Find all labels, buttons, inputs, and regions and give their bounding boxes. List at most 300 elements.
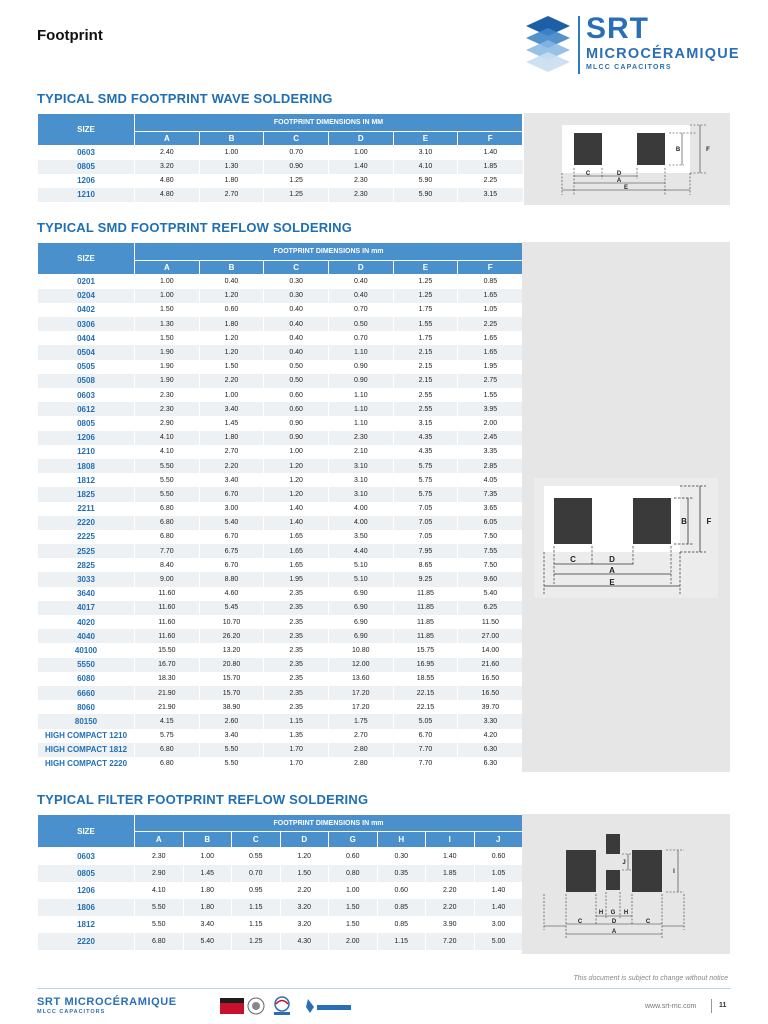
table-row	[38, 402, 523, 416]
dimension-cell: 0.85	[458, 275, 523, 289]
row-size-cell: 3033	[38, 572, 135, 586]
dimension-cell: 0.60	[264, 388, 329, 402]
row-size-cell: 2211	[38, 502, 135, 516]
dimension-cell: 3.40	[199, 729, 264, 743]
row-size-cell: 0504	[38, 345, 135, 359]
dimension-cell: 21.90	[135, 700, 200, 714]
table-row	[38, 882, 523, 899]
dimension-cell: 2.35	[264, 587, 329, 601]
page-title: Footprint	[37, 27, 103, 44]
wave-label-e: E	[623, 185, 629, 191]
dimension-cell: 13.20	[199, 643, 264, 657]
column-header-h: H	[377, 832, 426, 848]
dimension-cell: 6.70	[199, 530, 264, 544]
dimension-cell: 2.15	[393, 345, 458, 359]
footer-brand-tagline: MLCC CAPACITORS	[37, 1009, 106, 1015]
dimension-cell: 5.75	[393, 459, 458, 473]
column-header-a: A	[135, 261, 200, 275]
dimension-cell: 1.75	[393, 331, 458, 345]
dimension-cell: 1.65	[458, 289, 523, 303]
certification-badges	[220, 995, 360, 1017]
table-row	[38, 388, 523, 402]
dimension-cell: 2.45	[458, 431, 523, 445]
dimension-cell: 1.90	[135, 345, 200, 359]
dimension-cell: 0.70	[264, 146, 329, 160]
table-row	[38, 473, 523, 487]
table-row	[38, 530, 523, 544]
brand-sub: MICROCÉRAMIQUE	[586, 46, 740, 62]
reflow-label-f: F	[706, 517, 712, 526]
dimension-cell: 2.30	[135, 388, 200, 402]
dimension-cell: 1.90	[135, 360, 200, 374]
table-row	[38, 160, 523, 174]
dimension-cell: 1.25	[264, 188, 329, 202]
dimension-cell: 7.70	[393, 743, 458, 757]
dimension-cell: 1.00	[199, 146, 264, 160]
dimension-cell: 6.80	[135, 743, 200, 757]
dimension-cell: 7.70	[135, 544, 200, 558]
dimension-cell: 4.00	[328, 516, 393, 530]
dimension-cell: 1.20	[280, 848, 329, 865]
dimension-cell: 5.90	[393, 174, 458, 188]
dimension-cell: 1.90	[135, 374, 200, 388]
dimension-cell: 1.00	[264, 445, 329, 459]
table-row	[38, 303, 523, 317]
dimension-cell: 0.85	[377, 899, 426, 916]
row-size-cell: 1825	[38, 487, 135, 501]
dimension-cell: 18.55	[393, 672, 458, 686]
dimension-cell: 4.80	[135, 188, 200, 202]
footer-divider	[37, 988, 731, 989]
table-row	[38, 757, 523, 771]
dimension-cell: 2.30	[328, 188, 393, 202]
filter-footprint-table	[37, 814, 523, 950]
dimension-cell: 1.40	[474, 899, 523, 916]
dimension-cell: 2.30	[328, 174, 393, 188]
dimension-cell: 1.65	[264, 530, 329, 544]
dimension-cell: 6.90	[328, 629, 393, 643]
size-column-header: SIZE	[38, 114, 135, 146]
filter-label-c-left: C	[577, 919, 583, 925]
footer-separator	[711, 999, 712, 1013]
dimension-cell: 11.60	[135, 629, 200, 643]
row-size-cell: 2220	[38, 516, 135, 530]
row-size-cell: 0603	[38, 388, 135, 402]
dimension-cell: 4.35	[393, 431, 458, 445]
dimension-cell: 7.95	[393, 544, 458, 558]
dimension-cell: 2.20	[280, 882, 329, 899]
dimension-cell: 1.10	[328, 402, 393, 416]
filter-footprint-diagram	[522, 814, 730, 954]
dimension-cell: 15.70	[199, 672, 264, 686]
reflow-footprint-diagram	[534, 478, 718, 598]
dimension-cell: 1.70	[264, 743, 329, 757]
column-header-i: I	[426, 832, 475, 848]
table-row	[38, 317, 523, 331]
dimension-cell: 1.65	[458, 345, 523, 359]
dimension-cell: 5.90	[393, 188, 458, 202]
dimension-cell: 5.75	[135, 729, 200, 743]
row-size-cell: 0805	[38, 160, 135, 174]
dimension-cell: 1.70	[264, 757, 329, 771]
reflow-label-a: A	[609, 566, 615, 575]
table-row	[38, 587, 523, 601]
dimension-cell: 6.25	[458, 601, 523, 615]
dimension-cell: 1.75	[393, 303, 458, 317]
dimension-cell: 0.30	[264, 289, 329, 303]
dimension-cell: 1.00	[328, 146, 393, 160]
dimension-cell: 22.15	[393, 700, 458, 714]
dimension-cell: 1.40	[328, 160, 393, 174]
dimension-cell: 11.60	[135, 615, 200, 629]
dimension-cell: 1.00	[199, 388, 264, 402]
dimension-cell: 3.30	[458, 714, 523, 728]
dimension-cell: 6.75	[199, 544, 264, 558]
dimension-cell: 4.10	[135, 445, 200, 459]
dimension-cell: 5.40	[199, 516, 264, 530]
footer-url[interactable]: www.srt-mc.com	[645, 1003, 697, 1010]
row-size-cell: 0404	[38, 331, 135, 345]
dimension-cell: 0.30	[377, 848, 426, 865]
dimension-cell: 6.70	[199, 487, 264, 501]
dimension-cell: 1.05	[458, 303, 523, 317]
dimension-cell: 4.00	[328, 502, 393, 516]
filter-label-a: A	[611, 929, 617, 935]
dimension-cell: 0.70	[232, 865, 281, 882]
dimension-cell: 0.40	[328, 289, 393, 303]
dimension-cell: 0.95	[232, 882, 281, 899]
row-size-cell: HIGH COMPACT 1210	[38, 729, 135, 743]
table-row	[38, 374, 523, 388]
dimension-cell: 2.35	[264, 700, 329, 714]
dimension-cell: 0.30	[264, 275, 329, 289]
dimension-cell: 1.75	[328, 714, 393, 728]
dimension-cell: 17.20	[328, 700, 393, 714]
dimension-cell: 7.05	[393, 502, 458, 516]
dimension-cell: 15.70	[199, 686, 264, 700]
table-row	[38, 672, 523, 686]
dimension-cell: 1.50	[135, 331, 200, 345]
dimension-cell: 3.00	[474, 916, 523, 933]
dimension-cell: 6.05	[458, 516, 523, 530]
dimension-cell: 7.50	[458, 558, 523, 572]
dimension-cell: 1.80	[199, 317, 264, 331]
dimension-cell: 2.35	[264, 672, 329, 686]
dimension-cell: 5.10	[328, 572, 393, 586]
dimension-cell: 2.20	[426, 882, 475, 899]
row-size-cell: 0603	[38, 848, 135, 865]
dimension-cell: 2.70	[199, 445, 264, 459]
dimension-cell: 2.90	[135, 416, 200, 430]
dimension-cell: 3.40	[199, 402, 264, 416]
dimension-cell: 2.30	[135, 402, 200, 416]
dimension-cell: 0.90	[328, 374, 393, 388]
table-row	[38, 516, 523, 530]
table-row	[38, 916, 523, 933]
row-size-cell: 0805	[38, 416, 135, 430]
dimension-cell: 4.15	[135, 714, 200, 728]
dimension-cell: 2.15	[393, 360, 458, 374]
dimension-cell: 38.90	[199, 700, 264, 714]
row-size-cell: 2225	[38, 530, 135, 544]
dimension-cell: 1.40	[474, 882, 523, 899]
column-header-f: F	[458, 261, 523, 275]
dimension-cell: 4.30	[280, 933, 329, 950]
dimension-cell: 8.65	[393, 558, 458, 572]
filter-label-i: I	[673, 869, 675, 875]
dimension-cell: 16.50	[458, 686, 523, 700]
table-row	[38, 502, 523, 516]
dimension-cell: 3.20	[280, 916, 329, 933]
made-in-france-badge-icon	[220, 998, 244, 1014]
wave-label-b: B	[675, 147, 681, 153]
dimension-cell: 2.85	[458, 459, 523, 473]
dimension-cell: 2.20	[199, 374, 264, 388]
dimension-cell: 11.85	[393, 601, 458, 615]
dimension-cell: 0.90	[264, 431, 329, 445]
dimension-cell: 4.60	[199, 587, 264, 601]
dimension-cell: 6.80	[135, 933, 184, 950]
dimension-cell: 2.35	[264, 615, 329, 629]
row-size-cell: HIGH COMPACT 1812	[38, 743, 135, 757]
wave-label-f: F	[706, 147, 710, 153]
table-row	[38, 360, 523, 374]
dimension-cell: 6.70	[199, 558, 264, 572]
dimension-cell: 1.50	[280, 865, 329, 882]
size-column-header: SIZE	[38, 243, 135, 275]
table-row	[38, 601, 523, 615]
dimension-cell: 3.20	[135, 160, 200, 174]
row-size-cell: 5550	[38, 658, 135, 672]
reflow-diagram-drawing	[534, 478, 718, 598]
row-size-cell: 0201	[38, 275, 135, 289]
dimension-cell: 0.35	[377, 865, 426, 882]
brand-tagline: MLCC CAPACITORS	[586, 64, 672, 71]
dimension-cell: 6.80	[135, 757, 200, 771]
dimension-cell: 3.10	[393, 146, 458, 160]
dimension-cell: 2.30	[328, 431, 393, 445]
dimension-cell: 1.20	[199, 331, 264, 345]
dimension-cell: 3.65	[458, 502, 523, 516]
dimension-cell: 2.55	[393, 388, 458, 402]
dimension-cell: 1.15	[264, 714, 329, 728]
dimension-cell: 1.20	[264, 487, 329, 501]
filter-label-c-right: C	[645, 919, 651, 925]
row-size-cell: 0505	[38, 360, 135, 374]
dimension-cell: 5.00	[474, 933, 523, 950]
dimension-cell: 4.10	[135, 431, 200, 445]
dimension-cell: 3.40	[199, 473, 264, 487]
table-row	[38, 416, 523, 430]
section-title-wave: TYPICAL SMD FOOTPRINT WAVE SOLDERING	[37, 91, 333, 106]
column-header-g: G	[329, 832, 378, 848]
dimension-cell: 1.40	[264, 516, 329, 530]
column-header-e: E	[393, 261, 458, 275]
dimension-cell: 5.50	[135, 459, 200, 473]
table-row	[38, 899, 523, 916]
table-row	[38, 431, 523, 445]
dimension-cell: 21.90	[135, 686, 200, 700]
table-row	[38, 275, 523, 289]
dimension-cell: 17.20	[328, 686, 393, 700]
dimension-cell: 3.10	[328, 459, 393, 473]
wave-footprint-diagram	[524, 113, 730, 205]
dimension-cell: 2.75	[458, 374, 523, 388]
dimension-cell: 5.75	[393, 487, 458, 501]
dimension-cell: 7.20	[426, 933, 475, 950]
table-row	[38, 487, 523, 501]
footer-brand-name: SRT MICROCÉRAMIQUE	[37, 996, 177, 1008]
reflow-label-e: E	[609, 578, 615, 587]
dimension-cell: 1.40	[426, 848, 475, 865]
dimension-cell: 1.05	[474, 865, 523, 882]
dimension-cell: 9.25	[393, 572, 458, 586]
table-row	[38, 643, 523, 657]
dimension-cell: 1.25	[393, 275, 458, 289]
table-row	[38, 289, 523, 303]
dimension-cell: 1.00	[135, 289, 200, 303]
dimension-cell: 0.70	[328, 303, 393, 317]
dimension-cell: 1.35	[264, 729, 329, 743]
dimension-cell: 6.80	[135, 516, 200, 530]
dimension-cell: 11.50	[458, 615, 523, 629]
dimension-cell: 2.30	[135, 848, 184, 865]
column-header-d: D	[280, 832, 329, 848]
table-row	[38, 743, 523, 757]
dimension-cell: 1.45	[183, 865, 232, 882]
dimension-cell: 4.05	[458, 473, 523, 487]
table-row	[38, 188, 523, 202]
dimensions-group-header: FOOTPRINT DIMENSIONS IN MM	[135, 114, 523, 132]
dimension-cell: 1.15	[232, 916, 281, 933]
dimension-cell: 1.50	[329, 899, 378, 916]
row-size-cell: 0612	[38, 402, 135, 416]
wave-label-a: A	[616, 178, 622, 184]
dimension-cell: 2.10	[328, 445, 393, 459]
row-size-cell: 1812	[38, 473, 135, 487]
brand-name: SRT	[586, 12, 649, 45]
logo-divider	[578, 16, 580, 74]
dimension-cell: 3.10	[328, 487, 393, 501]
row-size-cell: 2525	[38, 544, 135, 558]
table-row	[38, 544, 523, 558]
table-row	[38, 658, 523, 672]
dimension-cell: 1.10	[328, 388, 393, 402]
dimension-cell: 4.20	[458, 729, 523, 743]
dimension-cell: 0.60	[199, 303, 264, 317]
table-row	[38, 615, 523, 629]
dimensions-group-header: FOOTPRINT DIMENSIONS IN mm	[135, 243, 523, 261]
table-row	[38, 714, 523, 728]
row-size-cell: 2825	[38, 558, 135, 572]
dimension-cell: 0.85	[377, 916, 426, 933]
dimension-cell: 0.60	[264, 402, 329, 416]
dimension-cell: 3.90	[426, 916, 475, 933]
dimension-cell: 0.60	[377, 882, 426, 899]
dimension-cell: 3.20	[280, 899, 329, 916]
dimension-cell: 7.05	[393, 516, 458, 530]
table-row	[38, 445, 523, 459]
dimension-cell: 0.60	[329, 848, 378, 865]
reflow-label-b: B	[681, 517, 687, 526]
dimension-cell: 3.15	[393, 416, 458, 430]
dimension-cell: 0.80	[329, 865, 378, 882]
row-size-cell: 1808	[38, 459, 135, 473]
dimension-cell: 8.80	[199, 572, 264, 586]
row-size-cell: 4017	[38, 601, 135, 615]
dimension-cell: 11.85	[393, 587, 458, 601]
dimension-cell: 12.00	[328, 658, 393, 672]
filter-diagram-drawing	[522, 814, 730, 954]
dimension-cell: 16.70	[135, 658, 200, 672]
wave-diagram-drawing	[524, 113, 730, 205]
dimension-cell: 1.65	[458, 331, 523, 345]
dimension-cell: 3.50	[328, 530, 393, 544]
dimension-cell: 1.45	[199, 416, 264, 430]
column-header-b: B	[199, 132, 264, 146]
dimension-cell: 15.75	[393, 643, 458, 657]
dimension-cell: 2.35	[264, 601, 329, 615]
dimension-cell: 10.80	[328, 643, 393, 657]
section-title-reflow: TYPICAL SMD FOOTPRINT REFLOW SOLDERING	[37, 220, 353, 235]
dimension-cell: 4.80	[135, 174, 200, 188]
dimension-cell: 1.50	[329, 916, 378, 933]
table-row	[38, 865, 523, 882]
dimension-cell: 10.70	[199, 615, 264, 629]
dimension-cell: 6.90	[328, 615, 393, 629]
dimension-cell: 1.95	[458, 360, 523, 374]
dimension-cell: 2.35	[264, 643, 329, 657]
dimension-cell: 6.80	[135, 530, 200, 544]
row-size-cell: 6080	[38, 672, 135, 686]
table-row	[38, 558, 523, 572]
dimension-cell: 7.05	[393, 530, 458, 544]
dimension-cell: 0.90	[328, 360, 393, 374]
dimension-cell: 1.65	[264, 558, 329, 572]
dimension-cell: 27.00	[458, 629, 523, 643]
dimension-cell: 11.60	[135, 601, 200, 615]
dimension-cell: 0.50	[328, 317, 393, 331]
filter-label-h-right: H	[623, 910, 629, 916]
dimension-cell: 6.80	[135, 502, 200, 516]
dimension-cell: 8.40	[135, 558, 200, 572]
dimension-cell: 6.70	[393, 729, 458, 743]
table-row	[38, 729, 523, 743]
dimension-cell: 11.60	[135, 587, 200, 601]
dimension-cell: 2.15	[393, 374, 458, 388]
dimension-cell: 0.40	[264, 345, 329, 359]
dimension-cell: 0.40	[328, 275, 393, 289]
dimension-cell: 6.90	[328, 587, 393, 601]
filter-label-d: D	[611, 919, 617, 925]
dimension-cell: 2.35	[264, 686, 329, 700]
dimension-cell: 0.60	[474, 848, 523, 865]
column-header-c: C	[264, 261, 329, 275]
dimension-cell: 5.50	[199, 743, 264, 757]
dimension-cell: 11.85	[393, 615, 458, 629]
dimension-cell: 4.10	[135, 882, 184, 899]
dimension-cell: 2.80	[328, 743, 393, 757]
column-header-e: E	[393, 132, 458, 146]
dimension-cell: 9.60	[458, 572, 523, 586]
row-size-cell: 3640	[38, 587, 135, 601]
row-size-cell: 80150	[38, 714, 135, 728]
dimension-cell: 1.95	[264, 572, 329, 586]
dimension-cell: 7.35	[458, 487, 523, 501]
dimension-cell: 16.95	[393, 658, 458, 672]
dimension-cell: 1.80	[199, 174, 264, 188]
dimension-cell: 1.80	[183, 899, 232, 916]
